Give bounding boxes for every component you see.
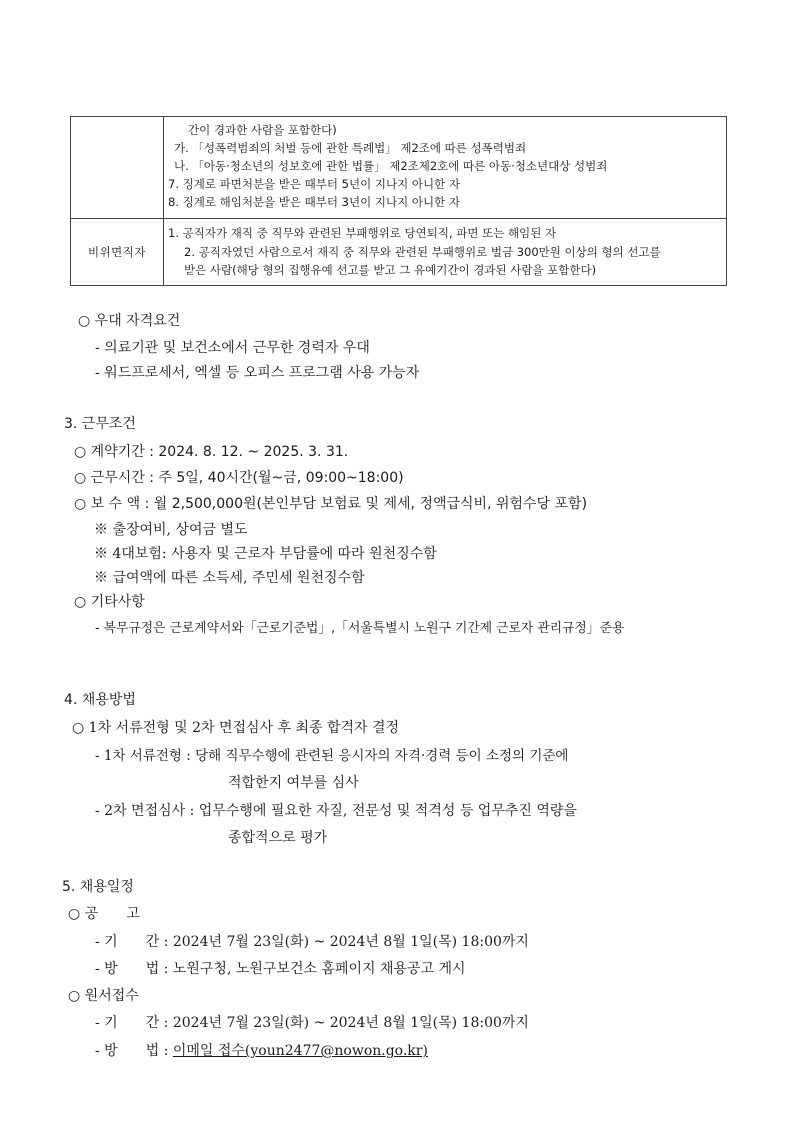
table-text: 간이 경과한 사람을 포함한다) xyxy=(188,123,337,137)
table-text: 1. 공직자가 재직 중 직무와 관련된 부패행위로 당연퇴직, 파면 또는 해임된 자 xyxy=(168,226,557,240)
table-text: 2. 공직자였던 사람으로서 재직 중 직무와 관련된 부패행위로 벌금 300만원 이상의 형의 선고를 xyxy=(184,245,661,259)
notice-period: - 기 간 : 2024년 7월 23일(화) ~ 2024년 8월 1일(목) 18:00까지 xyxy=(95,934,529,950)
method-heading: ○ 1차 서류전형 및 2차 면접심사 후 최종 합격자 결정 xyxy=(72,720,400,736)
table-divider xyxy=(71,218,726,219)
apply-heading: ○ 원서접수 xyxy=(68,988,139,1004)
section-title: 4. 채용방법 xyxy=(64,692,136,708)
table-text: 7. 징계로 파면처분을 받은 때부터 5년이 지나지 아니한 자 xyxy=(168,177,460,191)
table-text: 8. 징계로 해임처분을 받은 때부터 3년이 지나지 아니한 자 xyxy=(168,195,460,209)
apply-period: - 기 간 : 2024년 7월 23일(화) ~ 2024년 8월 1일(목) 18:00까지 xyxy=(95,1015,529,1031)
work-hours: ○ 근무시간 : 주 5일, 40시간(월~금, 09:00~18:00) xyxy=(74,470,404,486)
preferred-heading: ○ 우대 자격요건 xyxy=(78,313,181,329)
notice-method: - 방 법 : 노원구청, 노원구보건소 홈페이지 채용공고 게시 xyxy=(95,961,466,977)
section-title: 3. 근무조건 xyxy=(64,416,136,432)
etc-item: - 복무규정은 근로계약서와「근로기준법」,「서울특별시 노원구 기간제 근로자 관리규정」준용 xyxy=(95,621,625,636)
document-screening-cont: 적합한지 여부를 심사 xyxy=(228,775,359,791)
note: ※ 출장여비, 상여금 별도 xyxy=(94,522,248,538)
table-text: 받은 사람(해당 형의 집행유예 선고를 받고 그 유예기간이 경과된 사람을 포함한다) xyxy=(184,263,597,277)
apply-method xyxy=(95,1041,428,1061)
section-title: 5. 채용일정 xyxy=(62,879,134,895)
note: ※ 급여액에 따른 소득세, 주민세 원천징수함 xyxy=(94,570,365,586)
email-link[interactable]: 이메일 접수(youn2477@nowon.go.kr) xyxy=(172,1043,428,1059)
notice-heading: ○ 공 고 xyxy=(68,906,140,922)
contract-period: ○ 계약기간 : 2024. 8. 12. ~ 2025. 3. 31. xyxy=(74,444,349,460)
list-item: - 워드프로세서, 엑셀 등 오피스 프로그램 사용 가능자 xyxy=(95,365,420,381)
apply-method-label: - 방 법 : xyxy=(95,1043,173,1059)
list-item: - 의료기관 및 보건소에서 근무한 경력자 우대 xyxy=(95,340,370,356)
pay: ○ 보 수 액 : 월 2,500,000원(본인부담 보험료 및 제세, 정액급식비, 위험수당 포함) xyxy=(74,496,588,512)
table-row-label: 비위면직자 xyxy=(87,244,147,259)
table-text: 나. 「아동·청소년의 성보호에 관한 법률」 제2조제2호에 따른 아동·청소년대상 성범죄 xyxy=(174,159,608,173)
interview: - 2차 면접심사 : 업무수행에 필요한 자질, 전문성 및 적격성 등 업무추진 역량을 xyxy=(95,803,577,819)
interview-cont: 종합적으로 평가 xyxy=(228,830,328,846)
note: ※ 4대보험: 사용자 및 근로자 부담률에 따라 원천징수함 xyxy=(94,546,437,562)
etc-heading: ○ 기타사항 xyxy=(74,594,145,610)
table-text: 가. 「성폭력범죄의 처벌 등에 관한 특례법」 제2조에 따른 성폭력범죄 xyxy=(174,141,527,155)
table-divider xyxy=(163,117,164,285)
document-screening: - 1차 서류전형 : 당해 직무수행에 관련된 응시자의 자격·경력 등이 소정의 기준에 xyxy=(95,748,569,764)
